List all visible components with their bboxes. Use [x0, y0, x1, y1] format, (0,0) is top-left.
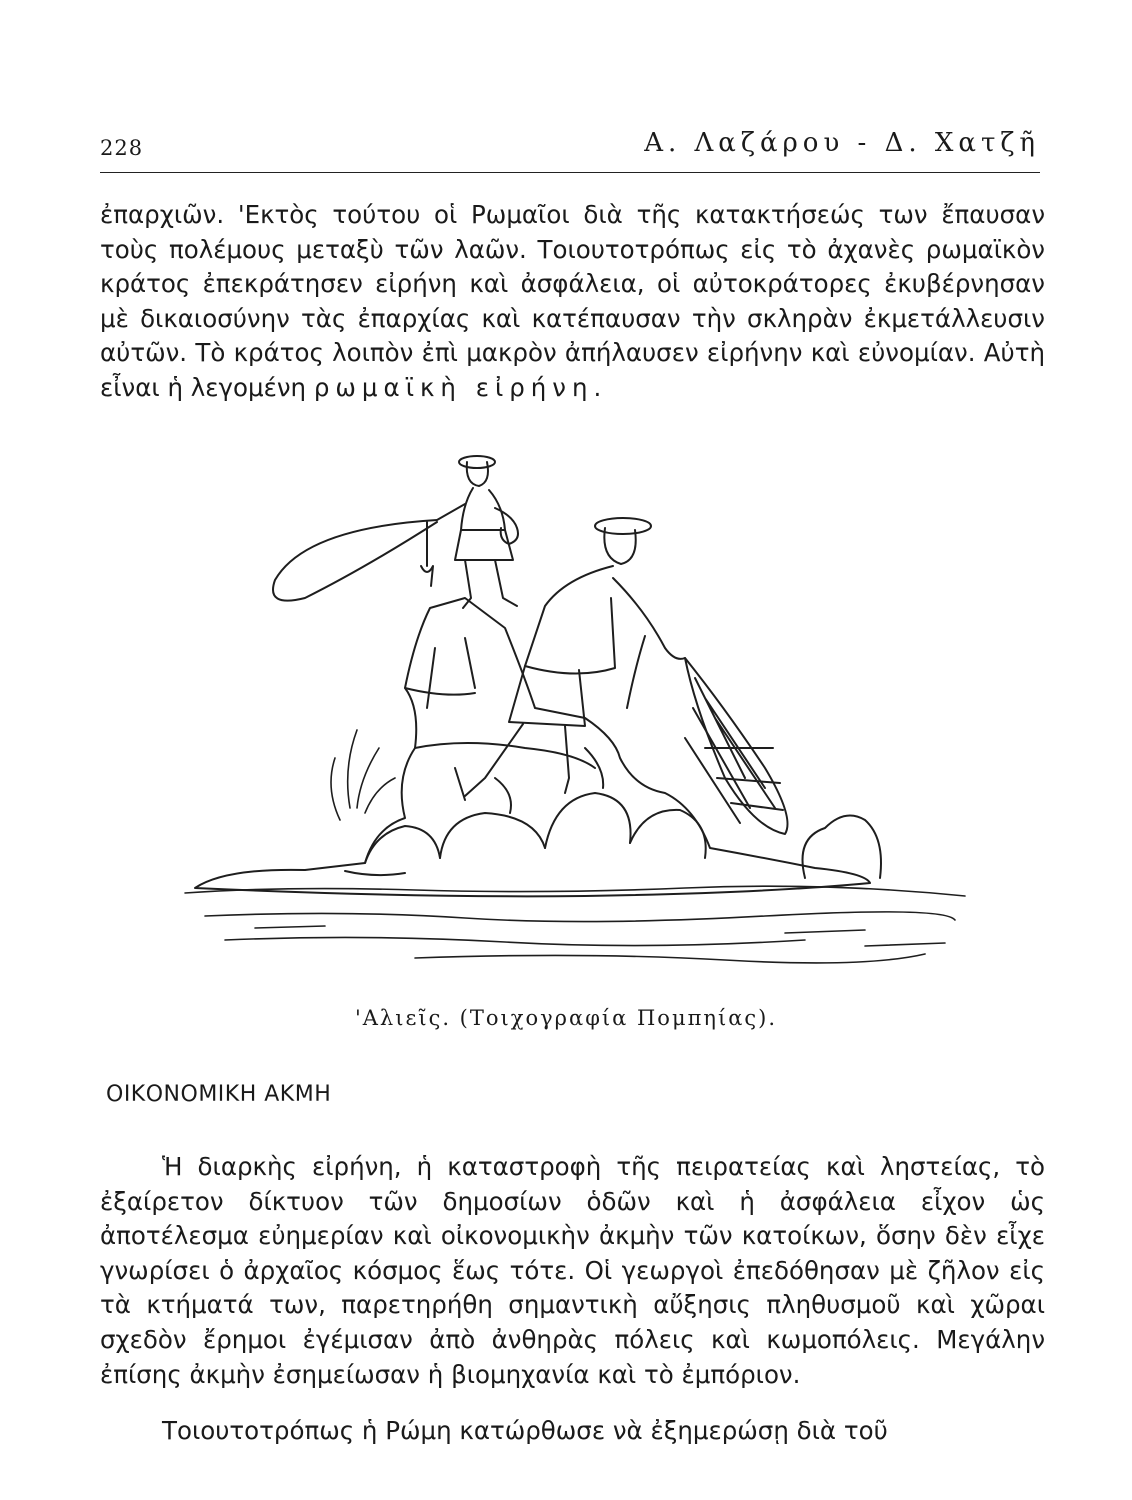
section-heading: ΟΙΚΟΝΟΜΙΚΗ ΑΚΜΗ [106, 1082, 332, 1107]
paragraph-3: Τοιουτοτρόπως ἡ Ρώμη κατώρθωσε νὰ ἐξημερώσῃ διὰ τοῦ [162, 1416, 888, 1445]
figure-caption: 'Αλιεῖς. (Τοιχογραφία Πομπηίας). [354, 1006, 778, 1030]
reeds [331, 730, 395, 820]
rocks [195, 598, 881, 896]
running-head: Α. Λαζάρου - Δ. Χατζῆ [644, 128, 1040, 158]
water-lines [185, 886, 965, 963]
page-number: 228 [100, 136, 144, 160]
large-fisherman [465, 518, 788, 834]
fishermen-illustration [165, 448, 980, 988]
spaced-term: ρωμαϊκὴ εἰρήνη. [313, 372, 608, 402]
header-rule [100, 172, 1040, 173]
paragraph-1-text: ἐπαρχιῶν. 'Εκτὸς τούτου οἱ Ρωμαῖοι διὰ τῆς κατακτήσεώς των ἔπαυσαν τοὺς πολέμους μεταξὺ τῶν λαῶν. Τοιουτοτρόπως εἰς τὸ ἀχανὲς ρωμαϊκὸν κράτος ἐπεκράτησεν εἰρήνη καὶ ἀσφάλεια, οἱ αὐτοκράτορες ἐκυβέρνησαν μὲ δικαιοσύνην τὰς ἐπαρχίας καὶ κατέπαυσαν τὴν σκληρὰν ἐκμετάλλευσιν αὐτῶν. Τὸ κράτος λοιπὸν ἐπὶ μακρὸν ἀπήλαυσεν εἰρήνην καὶ εὐνομίαν. Αὐτὴ εἶναι ἡ λεγομένη [100, 200, 1045, 402]
paragraph-1 [100, 198, 1045, 406]
paragraph-2: Ἡ διαρκὴς εἰρήνη, ἡ καταστροφὴ τῆς πειρατείας καὶ ληστείας, τὸ ἐξαίρετον δίκτυον τῶν δημοσίων ὁδῶν καὶ ἡ ἀσφάλεια εἶχον ὡς ἀποτέλεσμα εὐημερίαν καὶ οἰκονομικὴν ἀκμὴν τῶν κατοίκων, ὅσην δὲν εἶχε γνωρίσει ὁ ἀρχαῖος κόσμος ἕως τότε. Οἱ γεωργοὶ ἐπεδόθησαν μὲ ζῆλον εἰς τὰ κτήματά των, παρετηρήθη σημαντικὴ αὔξησις πληθυσμοῦ καὶ χῶραι σχεδὸν ἔρημοι ἐγέμισαν ἀπὸ ἀνθηρὰς πόλεις καὶ κωμοπόλεις. Μεγάλην ἐπίσης ἀκμὴν ἐσημείωσαν ἡ βιομηχανία καὶ τὸ ἐμπόριον. [100, 1152, 1045, 1389]
small-fisherman [273, 456, 518, 608]
page-header [100, 128, 1040, 168]
